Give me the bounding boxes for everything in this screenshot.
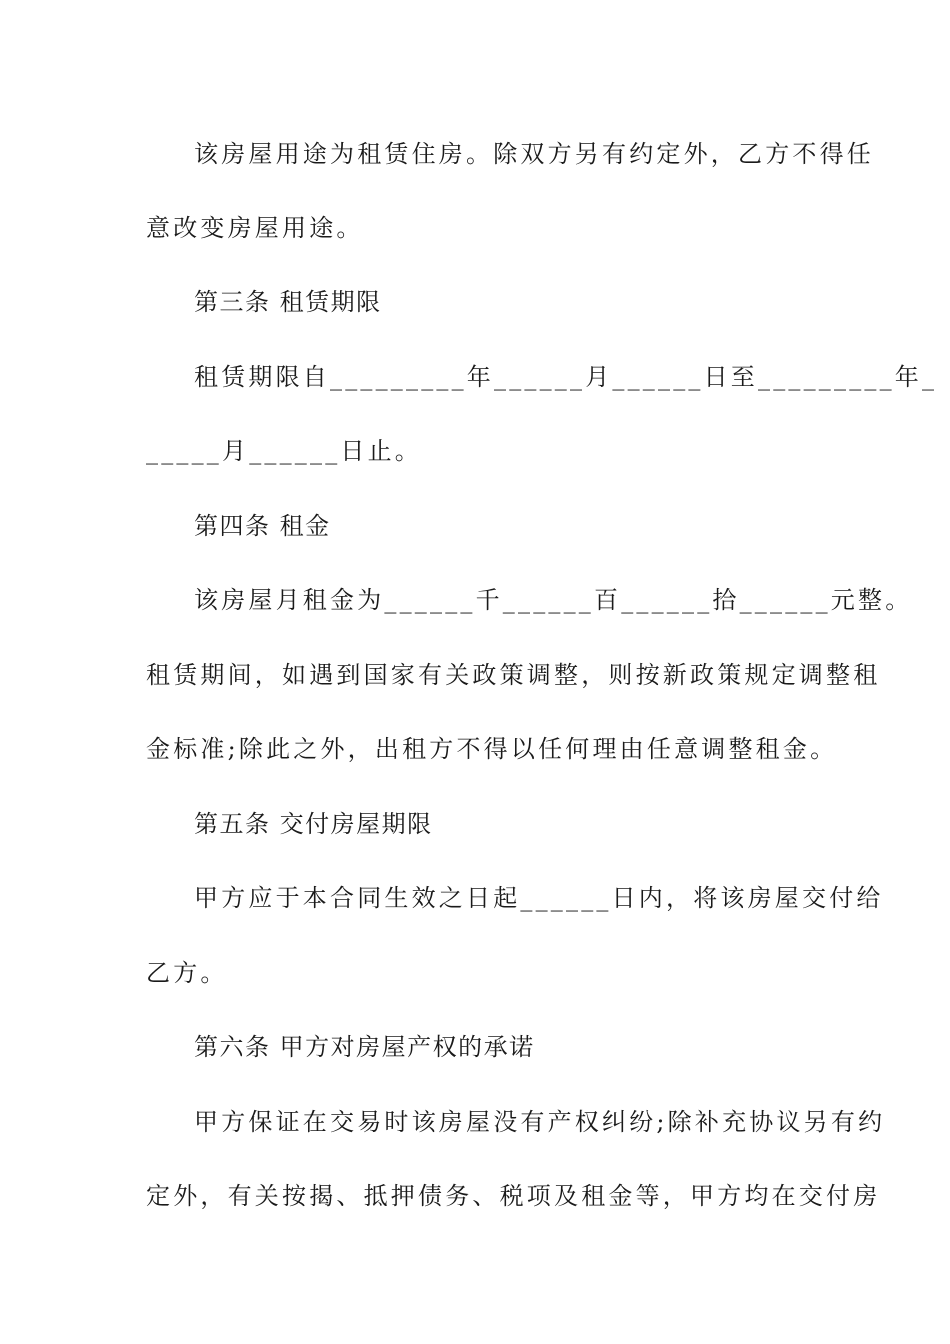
paragraph-line-lease-term-cont: _____月______日止。 — [146, 437, 422, 465]
paragraph-line-delivery: 甲方应于本合同生效之日起______日内，将该房屋交付给 — [194, 884, 884, 912]
paragraph-line-title-promise: 甲方保证在交易时该房屋没有产权纠纷;除补充协议另有约 — [194, 1108, 886, 1136]
article-6-heading: 第六条 甲方对房屋产权的承诺 — [194, 1033, 535, 1061]
paragraph-line-lease-term: 租赁期限自_________年______月______日至_________年_ — [194, 363, 938, 391]
paragraph-line-rent-adjust: 租赁期间，如遇到国家有关政策调整，则按新政策规定调整租 — [146, 661, 881, 689]
paragraph-line-usage-cont: 意改变房屋用途。 — [146, 214, 364, 242]
paragraph-line-rent-adjust-cont: 金标准;除此之外，出租方不得以任何理由任意调整租金。 — [146, 735, 838, 763]
article-4-heading: 第四条 租金 — [194, 512, 331, 540]
article-3-heading: 第三条 租赁期限 — [194, 288, 382, 316]
paragraph-line-rent: 该房屋月租金为______千______百______拾______元整。 — [194, 586, 913, 614]
paragraph-line-delivery-cont: 乙方。 — [146, 959, 228, 987]
paragraph-line-title-promise-cont: 定外，有关按揭、抵押债务、税项及租金等，甲方均在交付房 — [146, 1182, 881, 1210]
article-5-heading: 第五条 交付房屋期限 — [194, 810, 433, 838]
paragraph-line-usage: 该房屋用途为租赁住房。除双方另有约定外，乙方不得任 — [194, 140, 874, 168]
